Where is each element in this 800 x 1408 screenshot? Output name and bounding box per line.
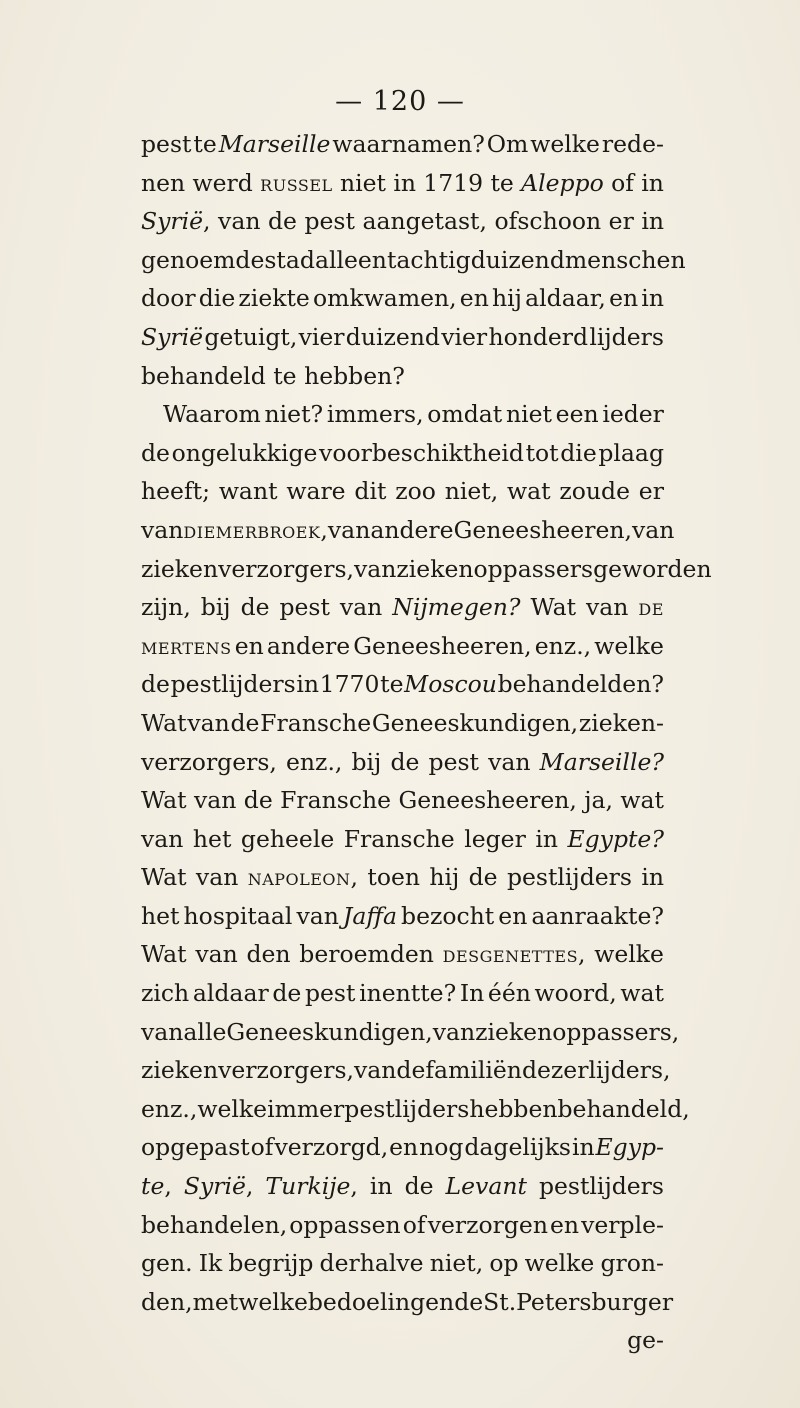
word: welke [197,1094,268,1123]
word: duizend [470,245,565,274]
word: de [454,1287,484,1316]
text-line [141,1128,664,1167]
word: Marseille? [539,747,664,776]
word: ziekenoppassers, [475,1017,680,1046]
word: Fransche [343,824,455,853]
word: behandeld [141,361,266,390]
word: voorbeschiktheid [319,438,524,467]
word: de [468,863,498,892]
text-line [141,1167,664,1206]
text-line [141,472,664,511]
word: in [641,284,664,313]
word: omkwamen, [313,284,457,313]
word: ware [286,477,346,506]
word: dezer [521,1056,589,1085]
word: Wat [141,786,187,815]
word: zijn, [141,593,191,622]
word: pestlijders [538,1172,664,1201]
word: van [339,593,383,622]
text-line [141,279,664,318]
word: Syrië, [141,207,211,236]
word: welke [530,130,600,158]
word: Nijmegen? [392,593,521,622]
word: van [141,824,184,853]
word: zieken- [578,708,664,737]
word: pestlijders [506,863,632,892]
word: hebben [469,1094,558,1123]
word: waarnamen? [332,130,485,158]
word: het [141,901,180,930]
word: verzorgen [427,1210,548,1239]
word: rede- [601,130,664,158]
word: genoemde [141,245,265,274]
word: in [393,168,416,197]
text-line [141,897,664,936]
word: behandeld, [557,1094,690,1123]
text-line [141,665,664,704]
word: leger [464,824,526,853]
word: de [390,747,420,776]
word: verzorgers, [141,747,277,776]
word: want [218,477,278,506]
word: wat [620,979,664,1008]
word: de [243,786,273,815]
word: derhalve [319,1249,424,1278]
word: pestlijders [170,670,296,699]
word: hospitaal [183,901,293,930]
word: Waarom [163,400,261,429]
word: hebben? [304,361,405,390]
word: Wat [141,940,187,969]
word: ge- [627,1326,664,1355]
word: honderd [488,322,589,351]
word: te [273,361,297,390]
word: behandelden? [497,670,664,699]
word: bedoelingen [307,1287,455,1316]
word: alle [183,1017,227,1046]
word: de [272,979,302,1008]
text-line [141,627,664,666]
word: of [402,1210,426,1239]
word: Turkije, [265,1172,358,1201]
text-line [141,588,664,627]
word: in [535,824,558,853]
word: begrijp [228,1249,314,1278]
word: vier [441,322,488,351]
word: in [641,207,664,236]
word: vier [298,322,345,351]
word: immers, [326,400,424,429]
word: er [638,477,664,506]
text-line [141,1244,664,1283]
text-line [141,1013,680,1052]
word: van [353,1056,397,1085]
word: door [141,284,196,313]
text-line [141,820,664,859]
text-line [141,1321,664,1360]
word: het [192,824,232,853]
page-number: — 120 — [335,86,465,117]
word: geheele [240,824,335,853]
word: op [489,1249,519,1278]
word: lijders, [588,1056,671,1085]
word: pest [279,593,330,622]
word: menschen [564,245,686,274]
word: Syrië [141,322,204,351]
word: Om [486,130,529,158]
text-line [141,550,712,589]
word: te [193,130,217,158]
word: van [353,554,397,583]
word: Geneesheeren, [398,786,577,815]
word: ja, [584,786,614,815]
word: heeft; [141,477,211,506]
word: van [586,593,629,622]
word: niet [339,168,386,197]
word: In [459,979,485,1008]
word: en [609,284,639,313]
word: St. [483,1287,517,1316]
word: in [641,863,664,892]
word: aanraakte? [531,901,664,930]
word: beroemden [299,940,434,969]
word: verple- [581,1210,664,1239]
word: Moscou [404,670,497,699]
word: Geneesheeren, [353,631,532,660]
word: hij [492,284,522,313]
word: ofschoon [494,207,602,236]
word: in [641,168,664,197]
word: verzorgd, [274,1133,389,1162]
word: woord, [534,979,617,1008]
word: van [488,747,531,776]
word: lijders [589,322,664,351]
word: stad [264,245,315,274]
word: ziekenoppassers [396,554,594,583]
word: russel [260,168,333,197]
word: enz., [141,1094,198,1123]
word: omdat [427,400,503,429]
word: niet [505,400,552,429]
word: ziekenverzorgers, [141,1056,354,1085]
word: hij [429,863,460,892]
word: de [240,593,270,622]
word: van [296,901,339,930]
word: niet, [429,1249,484,1278]
word: Wat [141,863,187,892]
word: ziekenverzorgers, [141,554,354,583]
word: of [250,1133,274,1162]
word: werd [192,168,253,197]
word: geworden [593,554,712,583]
word: te [490,168,514,197]
word: te [380,670,404,699]
word: van [187,708,230,737]
word: ongelukkige [171,438,318,467]
word: nog [419,1133,464,1162]
word: andere [370,515,454,544]
word: zich [141,979,190,1008]
word: de [396,1056,426,1085]
word: Levant [445,1172,527,1201]
word: de [141,438,170,467]
body-text [141,125,712,1360]
word: en [389,1133,419,1162]
word: van [631,515,675,544]
word: tot [525,438,559,467]
word: de [267,207,297,236]
word: Syrië, [183,1172,254,1201]
word: Geneesheeren, [453,515,632,544]
word: oppassen [289,1210,401,1239]
word: Aleppo [521,168,604,197]
word: welke [594,631,664,660]
word: en [550,1210,580,1239]
word: wat [620,786,664,815]
word: Jaffa [342,901,397,930]
word: van [141,1017,184,1046]
word: getuigt, [204,322,298,351]
word: van [195,863,239,892]
word: in [369,1172,393,1201]
word: immer [267,1094,345,1123]
word: pest [304,979,356,1008]
word: in [571,1133,595,1162]
word: enz., [286,747,343,776]
word: Ik [198,1249,223,1278]
word: van [327,515,371,544]
text-line [141,395,664,434]
word: Wat [530,593,577,622]
word: zoo [395,477,436,506]
text-line [141,1283,674,1322]
text-line [141,743,664,782]
text-line [141,318,664,357]
word: en [234,631,264,660]
text-line [141,704,664,743]
text-line [141,241,686,280]
word: de [404,1172,434,1201]
word: Geneeskundigen, [226,1017,433,1046]
text-line [141,1051,671,1090]
word: van [141,515,184,544]
word: aldaar, [525,284,606,313]
word: niet, [444,477,499,506]
word: zoude [559,477,630,506]
word: inentte? [359,979,457,1008]
word: desgenettes, [442,940,586,969]
text-line [141,125,664,164]
word: Egyp- [595,1133,664,1162]
word: dagelijks [464,1133,571,1162]
word: en [498,901,528,930]
word: de [141,670,170,699]
word: niet? [264,400,324,429]
word: van [195,940,238,969]
word: met [192,1287,239,1316]
word: van [193,786,237,815]
word: 1719 [423,168,484,197]
word: 1770 [319,670,380,699]
word: duizend [345,322,440,351]
word: van [218,207,261,236]
word: den [246,940,291,969]
word: van [432,1017,476,1046]
word: opgepast [141,1133,250,1162]
text-line [141,781,664,820]
word: pestlijders [344,1094,470,1123]
word: bij [200,593,231,622]
word: bezocht [401,901,495,930]
word: pest [428,747,479,776]
word: Egypte? [567,824,664,853]
word: te, [141,1172,172,1201]
word: den, [141,1287,193,1316]
word: ziekte [238,284,310,313]
word: gen. [141,1249,193,1278]
word: Marseille [218,130,331,158]
text-line [141,434,664,473]
word: napoleon, [247,863,359,892]
word: of [611,168,634,197]
word: de [638,593,664,622]
text-line [141,164,664,203]
word: andere [266,631,351,660]
word: nen [141,168,186,197]
word: familiën [425,1056,522,1085]
word: toen [367,863,421,892]
word: een [555,400,599,429]
text-line [141,202,664,241]
word: één [487,979,531,1008]
word: Wat [141,708,187,737]
word: die [198,284,236,313]
word: mertens [141,631,232,660]
word: welke [594,940,664,969]
word: in [296,670,319,699]
word: Fransche [260,708,372,737]
text-line [141,1090,690,1129]
word: Petersburger [516,1287,674,1316]
word: aangetast, [362,207,487,236]
word: die [560,438,597,467]
word: wat [506,477,551,506]
word: welke [238,1287,308,1316]
word: pest [141,130,192,158]
word: dit [354,477,387,506]
text-line [141,357,664,396]
word: Fransche [280,786,392,815]
word: de [230,708,260,737]
text-line [141,935,664,974]
word: aldaar [192,979,269,1008]
word: enz., [534,631,592,660]
word: er [608,207,634,236]
word: behandelen, [141,1210,288,1239]
word: plaag [598,438,664,467]
word: welke [524,1249,595,1278]
text-line [141,974,664,1013]
word: Geneeskundigen, [371,708,579,737]
word: alleen [314,245,387,274]
text-line [141,858,664,897]
word: pest [304,207,355,236]
text-line [141,1206,664,1245]
word: bij [351,747,382,776]
text-line [141,511,675,550]
word: gron- [600,1249,664,1278]
word: diemerbroek, [183,515,328,544]
word: en [459,284,489,313]
word: tachtig [386,245,471,274]
word: ieder [602,400,664,429]
